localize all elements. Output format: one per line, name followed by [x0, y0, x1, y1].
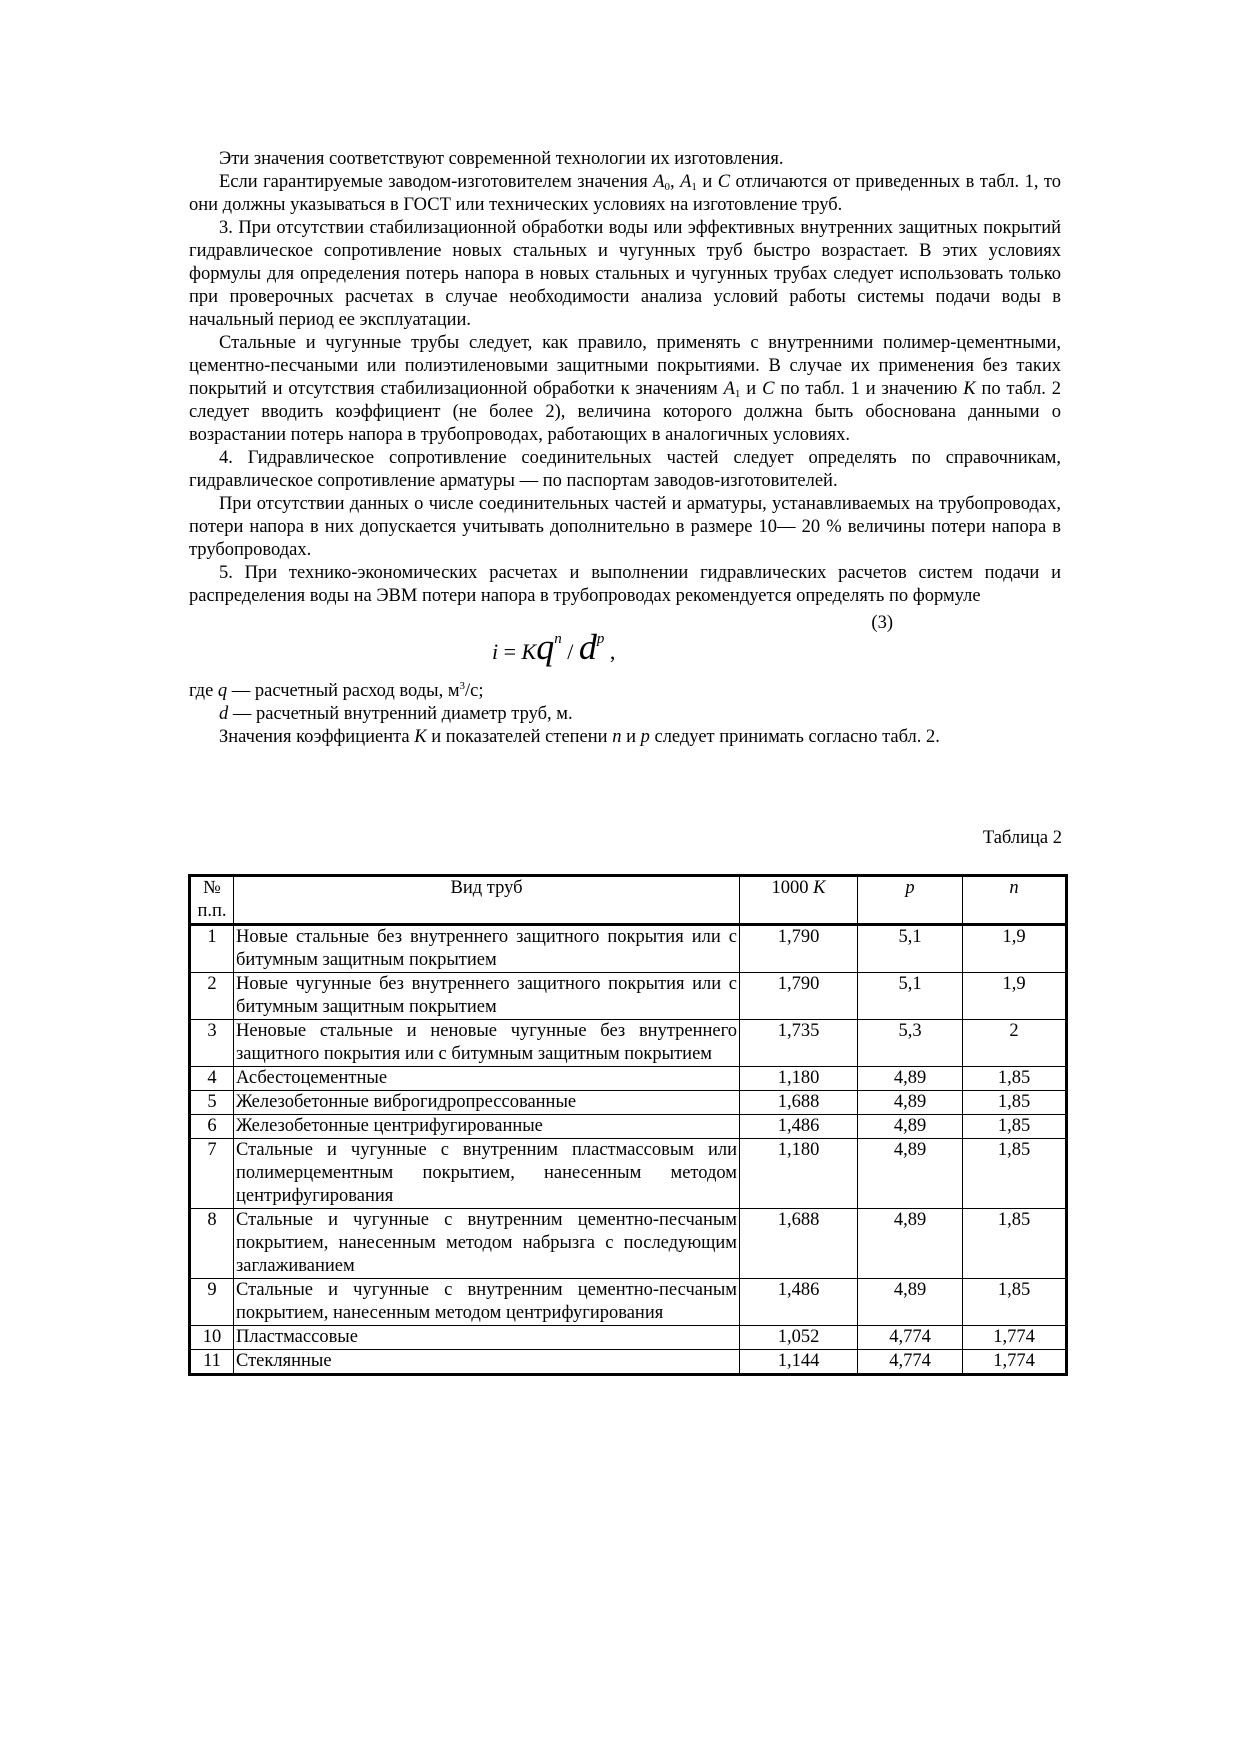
formula-block [189, 608, 1061, 680]
cell-num: 8 [190, 1209, 234, 1279]
cell-n: 1,9 [963, 925, 1067, 973]
cell-num: 3 [190, 1020, 234, 1067]
cell-p: 4,89 [858, 1139, 963, 1209]
cell-type: Стальные и чугунные с внутренним цементно-песчаным покрытием, нанесенным методом центрифугирования [234, 1279, 740, 1326]
cell-p: 5,3 [858, 1020, 963, 1067]
var-A: A [653, 172, 665, 192]
var-C: C [717, 172, 731, 192]
cell-p: 4,89 [858, 1091, 963, 1115]
cell-num: 9 [190, 1279, 234, 1326]
table-row [190, 1139, 1067, 1209]
cell-type: Стальные и чугунные с внутренним пластмассовым или полимерцементным покрытием, нанесенным методом центрифугирования [234, 1139, 740, 1209]
cell-num: 4 [190, 1067, 234, 1091]
var-C: C [762, 379, 775, 399]
paragraph-1: Эти значения соответствуют современной технологии их изготовления. [219, 149, 784, 169]
paragraph-7: 5. При технико-экономических расчетах и выполнении гидравлических расчетов систем подачи и распределения воды на ЭВМ потери напора в трубопроводах рекомендуется определять по формуле [189, 563, 1061, 606]
table-body [190, 925, 1067, 1375]
cell-k: 1,486 [740, 1115, 858, 1139]
cell-k: 1,735 [740, 1020, 858, 1067]
equation-number: (3) [871, 613, 893, 633]
cell-k: 1,052 [740, 1326, 858, 1350]
cell-type: Железобетонные центрифугированные [234, 1115, 740, 1139]
cell-type: Стальные и чугунные с внутренним цементно-песчаным покрытием, нанесенным методом набрызга с последующим заглаживанием [234, 1209, 740, 1279]
header-num: № п.п. [190, 876, 234, 925]
cell-p: 4,89 [858, 1067, 963, 1091]
cell-num: 11 [190, 1350, 234, 1375]
cell-type: Новые стальные без внутреннего защитного покрытия или с битумным защитным покрытием [234, 925, 740, 973]
table-row [190, 925, 1067, 973]
cell-num: 6 [190, 1115, 234, 1139]
formula: $i = Kq^n / d^p$ , [492, 627, 616, 667]
cell-k: 1,180 [740, 1067, 858, 1091]
paragraph-3: 3. При отсутствии стабилизационной обработки воды или эффективных внутренних защитных покрытий гидравлическое сопротивление новых стальных и чугунных труб быстро возрастает. В этих условиях формулы для определения потерь напора в новых стальных и чугунных трубах следует использовать только при проверочных расчетах в случае необходимости анализа условий работы системы подачи воды в начальный период ее эксплуатации. [189, 218, 1061, 330]
paragraph-5: 4. Гидравлическое сопротивление соединительных частей следует определять по справочникам, гидравлическое сопротивление арматуры — по паспортам заводов-изготовителей. [189, 448, 1061, 491]
var-A: A [680, 172, 692, 192]
cell-type: Стеклянные [234, 1350, 740, 1375]
body-text [189, 148, 1061, 749]
cell-p: 4,89 [858, 1115, 963, 1139]
where-q: где q — расчетный расход воды, $м^3/с$; [189, 680, 484, 701]
cell-n: 1,85 [963, 1279, 1067, 1326]
cell-n: 1,9 [963, 973, 1067, 1020]
cell-k: 1,688 [740, 1209, 858, 1279]
cell-type: Новые чугунные без внутреннего защитного покрытия или с битумным защитным покрытием [234, 973, 740, 1020]
cell-num: 5 [190, 1091, 234, 1115]
cell-k: 1,144 [740, 1350, 858, 1375]
cell-n: 1,85 [963, 1115, 1067, 1139]
table-row [190, 1091, 1067, 1115]
table-row [190, 1115, 1067, 1139]
cell-num: 2 [190, 973, 234, 1020]
cell-type: Неновые стальные и неновые чугунные без внутреннего защитного покрытия или с битумным защитным покрытием [234, 1020, 740, 1067]
pipe-coefficients-table [188, 874, 1068, 1376]
cell-type: Пластмассовые [234, 1326, 740, 1350]
cell-p: 5,1 [858, 973, 963, 1020]
table-row [190, 1350, 1067, 1375]
table-row [190, 1067, 1067, 1091]
cell-n: 1,774 [963, 1350, 1067, 1375]
cell-p: 4,89 [858, 1279, 963, 1326]
cell-n: 2 [963, 1020, 1067, 1067]
var-A: A [723, 379, 735, 399]
cell-n: 1,85 [963, 1067, 1067, 1091]
table-row [190, 1326, 1067, 1350]
cell-p: 4,774 [858, 1350, 963, 1375]
table-header-row [190, 876, 1067, 925]
paragraph-4: Стальные и чугунные трубы следует, как правило, применять с внутренними полимер-цементными, цементно-песчаными или полиэтиленовыми защитными покрытиями. В случае их применения без таких покрытий и отсутствия стабилизационной обработки к значениям $A_1$ и C по табл. 1 и значению K по табл. 2 следует вводить коэффициент (не более 2), величина которого должна быть обоснована данными о возрастании потерь напора в трубопроводах, работающих в аналогичных условиях. [189, 333, 1061, 445]
table-row [190, 1209, 1067, 1279]
cell-k: 1,180 [740, 1139, 858, 1209]
cell-p: 4,89 [858, 1209, 963, 1279]
header-type: Вид труб [234, 876, 740, 925]
paragraph-6: При отсутствии данных о числе соединительных частей и арматуры, устанавливаемых на трубопроводах, потери напора в них допускается учитывать дополнительно в размере 10— 20 % величины потери напора в трубопроводах. [189, 494, 1061, 560]
cell-k: 1,688 [740, 1091, 858, 1115]
cell-type: Железобетонные виброгидропрессованные [234, 1091, 740, 1115]
where-coefficients: Значения коэффициента K и показателей степени n и p следует принимать согласно табл. 2. [219, 727, 940, 747]
header-p: p [858, 876, 963, 925]
table-caption: Таблица 2 [982, 828, 1062, 848]
table-row [190, 973, 1067, 1020]
where-d: d — расчетный внутренний диаметр труб, м. [219, 704, 573, 724]
cell-p: 5,1 [858, 925, 963, 973]
cell-type: Асбестоцементные [234, 1067, 740, 1091]
cell-num: 1 [190, 925, 234, 973]
var-K: K [963, 379, 976, 399]
cell-k: 1,790 [740, 973, 858, 1020]
cell-num: 10 [190, 1326, 234, 1350]
cell-n: 1,85 [963, 1091, 1067, 1115]
paragraph-2: Если гарантируемые заводом-изготовителем значения $A_0$, $A_1$ и C отличаются от приведенных в табл. 1, то они должны указываться в ГОСТ или технических условиях на изготовление труб. [189, 172, 1061, 215]
cell-k: 1,790 [740, 925, 858, 973]
table-row [190, 1279, 1067, 1326]
cell-k: 1,486 [740, 1279, 858, 1326]
header-n: n [963, 876, 1067, 925]
header-k: 1000 K [740, 876, 858, 925]
cell-num: 7 [190, 1139, 234, 1209]
cell-n: 1,85 [963, 1209, 1067, 1279]
cell-p: 4,774 [858, 1326, 963, 1350]
cell-n: 1,774 [963, 1326, 1067, 1350]
table-row [190, 1020, 1067, 1067]
cell-n: 1,85 [963, 1139, 1067, 1209]
